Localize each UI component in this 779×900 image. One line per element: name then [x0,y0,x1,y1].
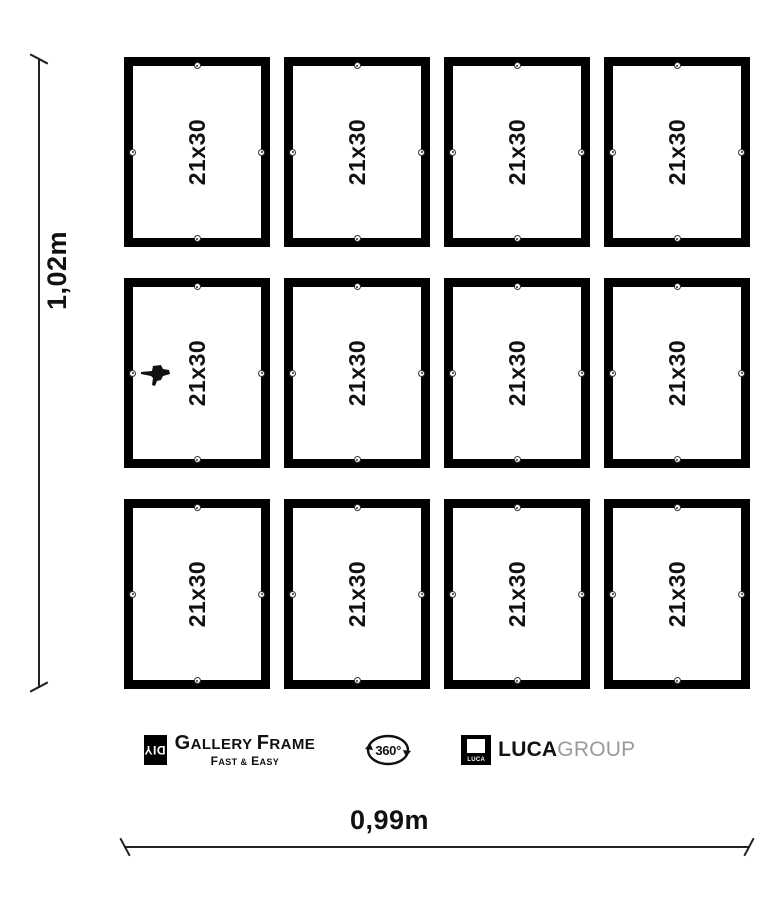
subtitle-asy: ASY [259,757,280,767]
frame-6-size-label: 21x30 [343,339,370,407]
frame-12-inner [613,508,741,680]
screw-marker-icon [738,149,745,156]
screw-marker-icon [194,235,201,242]
frame-10-inner [293,508,421,680]
screw-marker-icon [194,677,201,684]
screw-marker-icon [578,591,585,598]
frame-grid [124,57,750,690]
screw-marker-icon [674,456,681,463]
screw-marker-icon [514,504,521,511]
screw-marker-icon [449,149,456,156]
vertical-dimension-line [38,58,40,688]
frame-4-inner [613,66,741,238]
frame-3[interactable] [444,57,590,247]
frame-9-inner [133,508,261,680]
frame-9-size-label: 21x30 [183,560,210,628]
gallery-frame-title-rame: RAME [269,736,316,753]
frame-4-size-label: 21x30 [663,118,690,186]
subtitle-ast: AST [218,757,241,767]
dimension-tick-bottom [30,681,49,692]
luca-mark-label: LUCA [467,757,486,763]
screw-marker-icon [674,677,681,684]
frame-3-inner [453,66,581,238]
vertical-dimension-label: 1,02m [42,230,72,310]
gallery-frame-title [175,733,316,753]
gallery-frame-title-f: F [256,732,270,754]
frame-6-inner [293,287,421,459]
screw-marker-icon [194,62,201,69]
screw-marker-icon [258,591,265,598]
screw-marker-icon [738,370,745,377]
screw-marker-icon [514,456,521,463]
frame-11-inner [453,508,581,680]
frame-12[interactable] [604,499,750,689]
screw-marker-icon [258,370,265,377]
dimension-tick-left [119,838,130,857]
screw-marker-icon [449,591,456,598]
diy-badge-label: DIY [144,743,166,757]
screw-marker-icon [194,504,201,511]
screw-marker-icon [129,591,136,598]
screw-marker-icon [354,62,361,69]
screw-marker-icon [354,456,361,463]
frame-8[interactable] [604,278,750,468]
screw-marker-icon [258,149,265,156]
screw-marker-icon [354,677,361,684]
subtitle-e: E [247,754,260,768]
frame-1-inner [133,66,261,238]
dimension-tick-right [743,838,754,857]
screw-marker-icon [418,149,425,156]
frame-4[interactable] [604,57,750,247]
subtitle-amp: & [240,757,248,767]
luca-group-logo [461,735,635,765]
luca-group-wordmark [498,738,635,762]
frame-3-size-label: 21x30 [503,118,530,186]
horizontal-dimension-line [124,846,750,848]
screw-marker-icon [449,370,456,377]
subtitle-f: F [210,754,219,768]
screw-marker-icon [289,149,296,156]
frame-2-size-label: 21x30 [343,118,370,186]
gallery-frame-title-allery: ALLERY [190,736,257,753]
screw-marker-icon [514,677,521,684]
screw-marker-icon [674,283,681,290]
screw-marker-icon [514,62,521,69]
gallery-frame-title-g: G [174,732,191,754]
screw-marker-icon [674,235,681,242]
frame-10-size-label: 21x30 [343,560,370,628]
frame-5-size-label: 21x30 [183,339,210,407]
screw-marker-icon [609,591,616,598]
luca-mark-inner-square [467,739,485,753]
screw-marker-icon [514,235,521,242]
frame-2-inner [293,66,421,238]
screw-marker-icon [418,370,425,377]
screw-marker-icon [578,149,585,156]
footer-logo-row [0,722,779,778]
rotate-360-badge[interactable] [361,730,415,770]
screw-marker-icon [514,283,521,290]
frame-12-size-label: 21x30 [663,560,690,628]
screw-marker-icon [609,149,616,156]
screw-marker-icon [194,283,201,290]
luca-mark-icon [461,735,491,765]
screw-marker-icon [578,370,585,377]
gallery-frame-subtitle [175,755,316,767]
frame-5-inner [133,287,261,459]
frame-10[interactable] [284,499,430,689]
rotate-360-label: 360° [375,742,402,758]
dimension-tick-top [30,53,49,64]
frame-8-inner [613,287,741,459]
frame-1[interactable] [124,57,270,247]
screw-marker-icon [738,591,745,598]
horizontal-dimension-label: 0,99m [349,805,430,835]
gallery-frame-wordmark [175,733,316,767]
diy-badge-icon [144,735,167,765]
screw-marker-icon [289,591,296,598]
frame-1-size-label: 21x30 [183,118,210,186]
frame-6[interactable] [284,278,430,468]
frame-7-inner [453,287,581,459]
screw-marker-icon [354,235,361,242]
screw-marker-icon [289,370,296,377]
screw-marker-icon [609,370,616,377]
frame-7-size-label: 21x30 [503,339,530,407]
screw-marker-icon [354,283,361,290]
luca-group-light: GROUP [557,738,636,761]
frame-7[interactable] [444,278,590,468]
frame-2[interactable] [284,57,430,247]
screw-marker-icon [674,62,681,69]
gallery-frame-logo [144,733,316,767]
frame-5[interactable] [124,278,270,468]
frame-8-size-label: 21x30 [663,339,690,407]
screw-marker-icon [674,504,681,511]
frame-11[interactable] [444,499,590,689]
frame-11-size-label: 21x30 [503,560,530,628]
screw-marker-icon [418,591,425,598]
screw-marker-icon [354,504,361,511]
screw-marker-icon [129,149,136,156]
luca-group-bold: LUCA [498,738,558,761]
frame-9[interactable] [124,499,270,689]
screw-marker-icon [194,456,201,463]
screw-marker-icon [129,370,136,377]
